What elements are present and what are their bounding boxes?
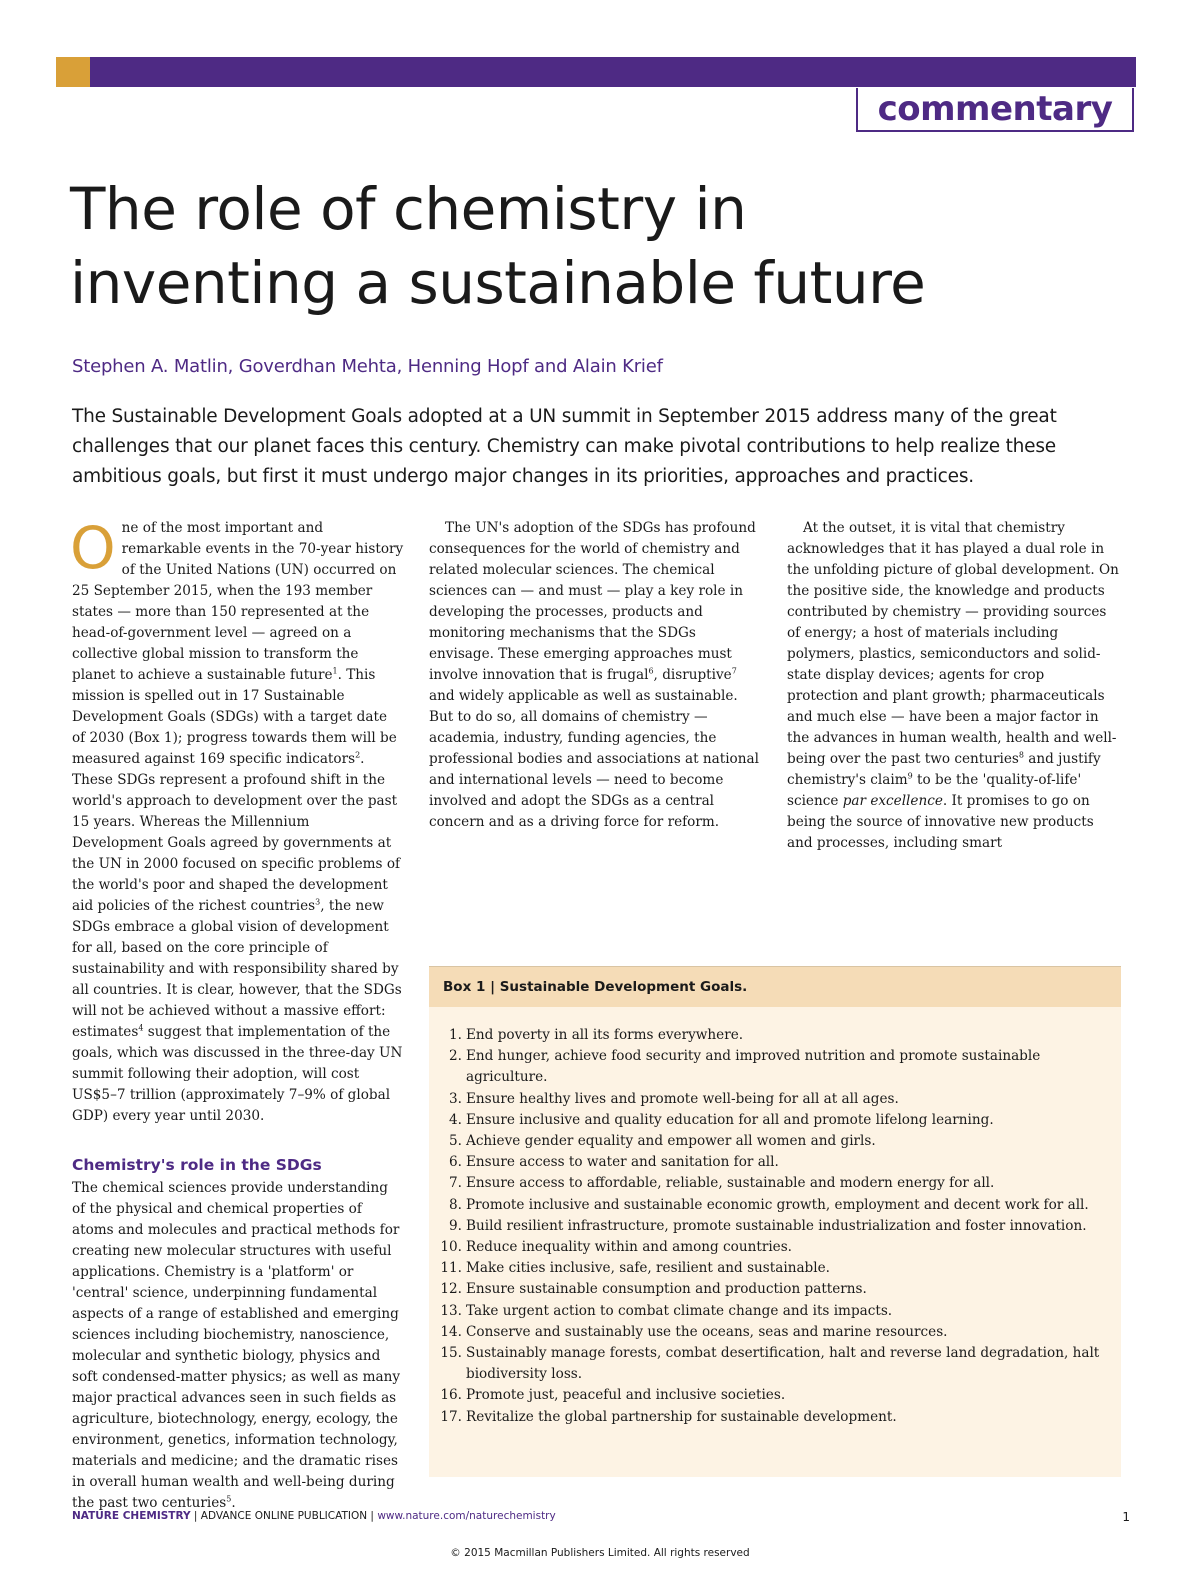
goal-item <box>439 1279 1107 1300</box>
reference-6[interactable]: 6 <box>648 666 654 676</box>
goal-item <box>439 1407 1107 1428</box>
goal-number: 10. <box>440 1239 462 1256</box>
text-run: . This mission is spelled out in 17 Sustainable Development Goals (SDGs) with a target date of 2030 (Box 1); progress towards them will be measured against 169 specific indicators <box>72 667 397 767</box>
goals-list <box>429 1025 1121 1428</box>
goal-number: 17. <box>440 1408 462 1425</box>
text-run: suggest that implementation of the goals, which was discussed in the three-day UN summit following their adoption, will cost US$5–7 trillion (approximately 7–9% of global GDP) every year until 2030. <box>72 1024 403 1124</box>
goal-item <box>439 1216 1107 1237</box>
page-footer <box>72 1510 1130 1522</box>
reference-7[interactable]: 7 <box>731 666 737 676</box>
goal-text: Reduce inequality within and among countries. <box>466 1239 793 1256</box>
column-3 <box>787 518 1119 854</box>
goal-text: Take urgent action to combat climate change and its impacts. <box>466 1302 893 1319</box>
goal-item <box>439 1173 1107 1194</box>
section-heading: Chemistry's role in the SDGs <box>72 1156 322 1174</box>
section-tag: commentary <box>877 89 1113 129</box>
italic-text: par excellence <box>842 793 943 809</box>
goal-number: 5. <box>449 1133 462 1150</box>
goal-text: Ensure access to water and sanitation for all. <box>466 1154 779 1171</box>
text-run: , disruptive <box>653 667 732 683</box>
goal-text: Ensure healthy lives and promote well-being for all at all ages. <box>466 1090 899 1107</box>
text-run: , the new SDGs embrace a global vision of development for all, based on the core principle of sustainability and with responsibility shared by all countries. It is clear, however, that the SDGs will not be achieved without a massive effort: estimates <box>72 898 402 1040</box>
body-paragraph-1 <box>70 514 404 1127</box>
goal-item <box>439 1258 1107 1279</box>
body-paragraph-4 <box>787 518 1119 854</box>
box-title: Box 1 | Sustainable Development Goals. <box>429 967 1121 1007</box>
reference-8[interactable]: 8 <box>1018 750 1024 760</box>
goal-item <box>439 1301 1107 1322</box>
goal-text: Ensure inclusive and quality education for all and promote lifelong learning. <box>466 1111 994 1128</box>
text-run: to be the 'quality-of-life' science <box>787 772 1082 809</box>
goal-number: 7. <box>449 1175 462 1192</box>
goal-number: 13. <box>440 1302 462 1319</box>
goal-text: Revitalize the global partnership for sustainable development. <box>466 1408 897 1425</box>
text-run: . It promises to go on being the source of innovative new products and processes, including smart <box>787 793 1094 851</box>
body-paragraph-3 <box>429 518 761 833</box>
footer-separator: | ADVANCE ONLINE PUBLICATION | <box>190 1510 378 1522</box>
abstract: The Sustainable Development Goals adopted at a UN summit in September 2015 address many of the great challenges that our planet faces this century. Chemistry can make pivotal contributions to help realize these ambitious goals, but first it must undergo major changes in its priorities, approaches and practices. <box>72 406 1057 487</box>
goal-item <box>439 1046 1107 1088</box>
text-run: . These SDGs represent a profound shift in the world's approach to development over the past 15 years. Whereas the Millennium Development Goals agreed by governments at the UN in 2000 focused on specific problems of the world's poor and shaped the development aid policies of the richest countries <box>72 751 401 914</box>
goal-text: Sustainably manage forests, combat desertification, halt and reverse land degradation, halt biodiversity loss. <box>466 1345 1100 1383</box>
text-run: and widely applicable as well as sustainable. But to do so, all domains of chemistry — academia, industry, funding agencies, the professional bodies and associations at national and international levels — need to become involved and adopt the SDGs as a central concern and as a driving force for reform. <box>429 688 759 830</box>
goal-item <box>439 1131 1107 1152</box>
goal-number: 16. <box>440 1387 462 1404</box>
reference-4[interactable]: 4 <box>138 1023 144 1033</box>
goal-item <box>439 1237 1107 1258</box>
goal-number: 14. <box>440 1323 462 1340</box>
goal-text: Promote inclusive and sustainable economic growth, employment and decent work for all. <box>466 1196 1089 1213</box>
goal-item <box>439 1343 1107 1385</box>
goal-number: 8. <box>449 1196 462 1213</box>
goal-text: Make cities inclusive, safe, resilient and sustainable. <box>466 1260 830 1277</box>
goal-number: 3. <box>449 1090 462 1107</box>
page-number: 1 <box>1122 1510 1130 1524</box>
text-run: At the outset, it is vital that chemistry acknowledges that it has played a dual role in the unfolding picture of global development. On the positive side, the knowledge and products contributed by chemistry — providing sources of energy; a host of materials including polymers, plastics, semiconductors and solid-state display devices; agents for crop protection and plant growth; pharmaceuticals and much else — have been a major factor in the advances in human wealth, health and well-being over the past two centuries <box>787 520 1119 767</box>
column-2 <box>429 518 761 833</box>
authors: Stephen A. Matlin, Goverdhan Mehta, Henning Hopf and Alain Krief <box>72 356 663 377</box>
text-run: . <box>231 1495 236 1511</box>
goal-item <box>439 1025 1107 1046</box>
text-run: ne of the most important and remarkable events in the 70-year history of the United Nations (UN) occurred on 25 September 2015, when the 193 member states — more than 150 represented at the head-of-government level — agreed on a collective global mission to transform the planet to achieve a sustainable future <box>72 520 404 683</box>
goal-text: Achieve gender equality and empower all women and girls. <box>466 1133 876 1150</box>
journal-name: NATURE CHEMISTRY <box>72 1510 191 1522</box>
goal-text: End poverty in all its forms everywhere. <box>466 1027 744 1043</box>
copyright-notice: © 2015 Macmillan Publishers Limited. All rights reserved <box>450 1547 750 1559</box>
goal-text: Ensure sustainable consumption and production patterns. <box>466 1281 867 1298</box>
goal-text: Conserve and sustainably use the oceans, seas and marine resources. <box>466 1323 948 1340</box>
goal-number: 12. <box>440 1281 462 1298</box>
reference-2[interactable]: 2 <box>355 750 361 760</box>
goal-number: 9. <box>449 1217 462 1234</box>
goal-item <box>439 1152 1107 1173</box>
goal-number: 1. <box>449 1027 462 1043</box>
goal-text: Build resilient infrastructure, promote sustainable industrialization and foster innovation. <box>466 1217 1087 1234</box>
title-line-1: The role of chemistry in <box>70 175 747 243</box>
goal-text: Ensure access to affordable, reliable, sustainable and modern energy for all. <box>466 1175 995 1192</box>
goal-text: End hunger, achieve food security and improved nutrition and promote sustainable agriculture. <box>466 1048 1041 1086</box>
goal-item <box>439 1322 1107 1343</box>
goal-item <box>439 1195 1107 1216</box>
article-title <box>70 172 1150 320</box>
drop-cap: O <box>70 514 116 582</box>
header-bar-accent <box>56 57 90 87</box>
title-line-2: inventing a sustainable future <box>70 249 926 317</box>
reference-1[interactable]: 1 <box>332 666 338 676</box>
goal-item <box>439 1089 1107 1110</box>
text-run: The UN's adoption of the SDGs has profound consequences for the world of chemistry and related molecular sciences. The chemical sciences can — and must — play a key role in developing the processes, products and monitoring mechanisms that the SDGs envisage. These emerging approaches must involve innovation that is frugal <box>429 520 756 683</box>
header-bar <box>56 57 1136 87</box>
section-tag-box <box>856 88 1134 132</box>
journal-link[interactable]: www.nature.com/naturechemistry <box>377 1510 556 1522</box>
column-1 <box>70 514 404 1514</box>
body-paragraph-2 <box>72 1178 404 1514</box>
text-run: The chemical sciences provide understanding of the physical and chemical properties of atoms and molecules and practical methods for creating new molecular structures with useful applications. Chemistry is a 'platform' or 'central' science, underpinning fundamental aspects of a range of established and emerging sciences including biochemistry, nanoscience, molecular and synthetic biology, physics and soft condensed-matter physics; as well as many major practical advances seen in such fields as agriculture, biotechnology, energy, ecology, the environment, genetics, information technology, materials and medicine; and the dramatic rises in overall human wealth and well-being during the past two centuries <box>72 1180 401 1511</box>
goal-number: 4. <box>449 1111 462 1128</box>
sdg-box <box>429 966 1121 1477</box>
goal-number: 11. <box>440 1260 462 1277</box>
goal-item <box>439 1385 1107 1406</box>
goal-item <box>439 1110 1107 1131</box>
goal-number: 2. <box>449 1048 462 1065</box>
reference-5[interactable]: 5 <box>226 1494 232 1504</box>
reference-3[interactable]: 3 <box>315 897 321 907</box>
goal-number: 6. <box>449 1154 462 1171</box>
goal-number: 15. <box>440 1345 462 1362</box>
reference-9[interactable]: 9 <box>907 771 913 781</box>
text-run: and justify chemistry's claim <box>787 751 1101 788</box>
goal-text: Promote just, peaceful and inclusive societies. <box>466 1387 786 1404</box>
